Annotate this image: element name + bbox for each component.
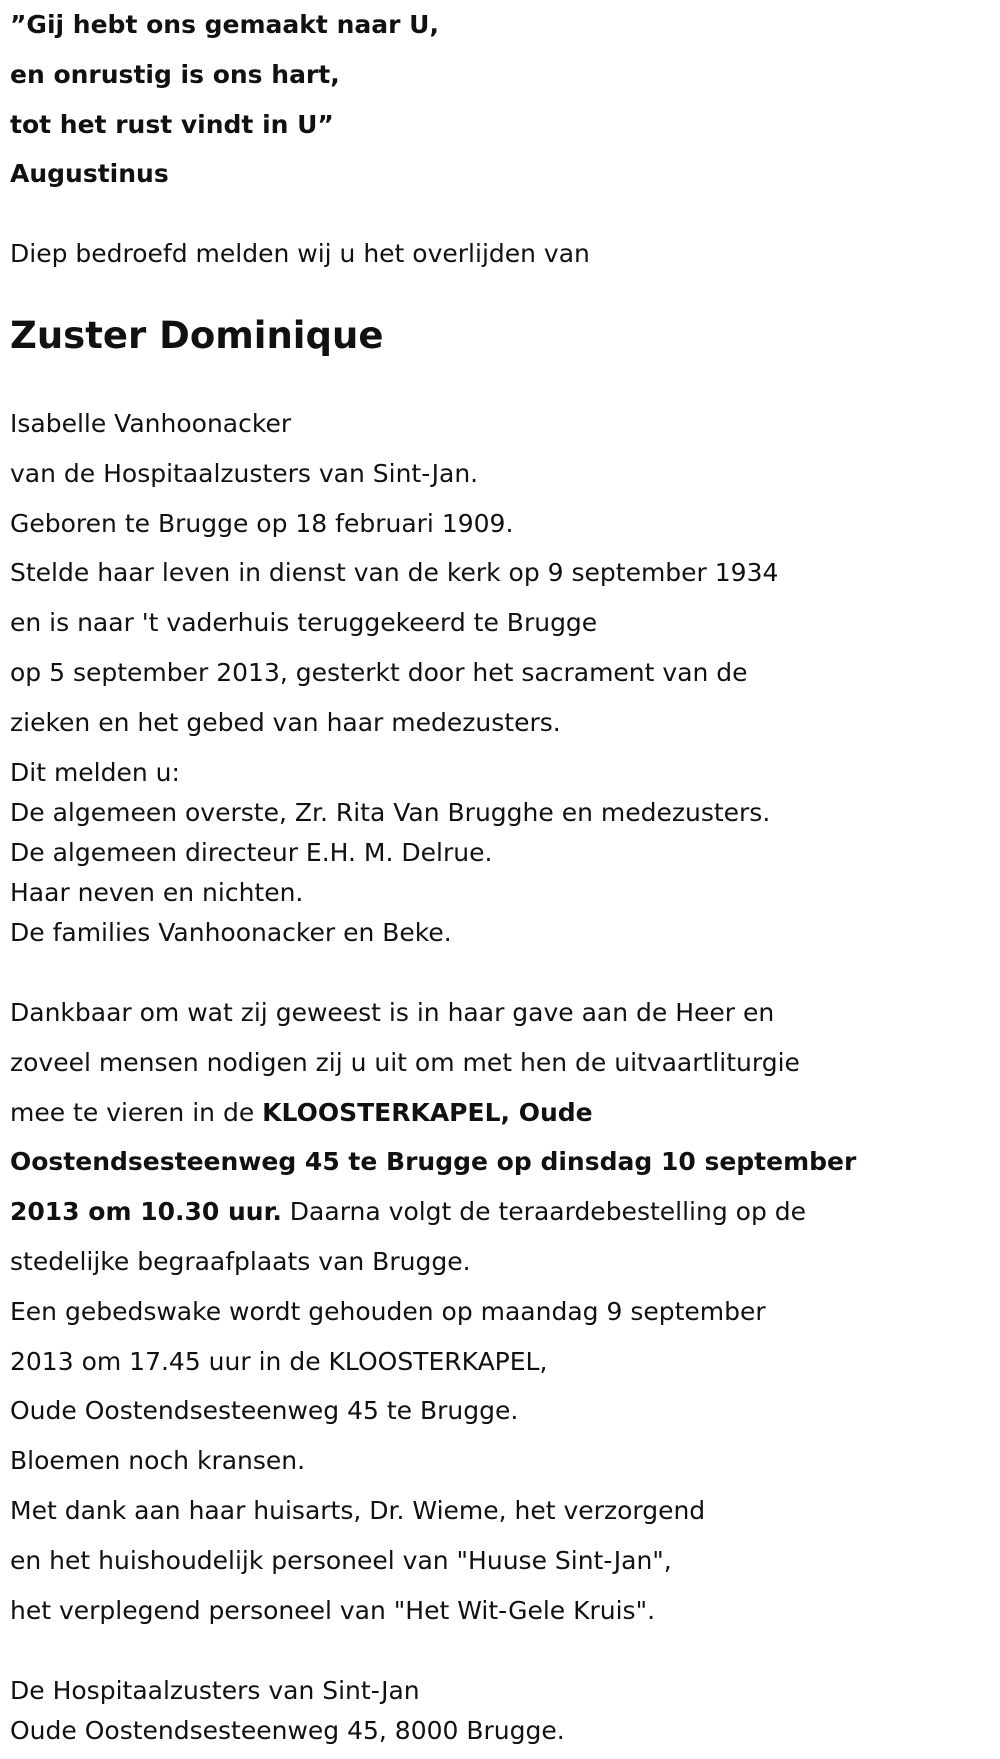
deceased-detail-line: Isabelle Vanhoonacker [10, 409, 292, 438]
funeral-text-line: Dankbaar om wat zij geweest is in haar gave aan de Heer en [10, 998, 775, 1027]
funeral-text-line: zoveel mensen nodigen zij u uit om met hen de uitvaartliturgie [10, 1048, 800, 1077]
thanks-line: het verplegend personeel van "Het Wit-Gele Kruis". [10, 1596, 656, 1625]
quote-line-2: en onrustig is ons hart, [10, 60, 340, 89]
deceased-title-name: Zuster Dominique [10, 314, 384, 357]
vigil-line: Oude Oostendsesteenweg 45 te Brugge. [10, 1396, 519, 1425]
funeral-location-bold: KLOOSTERKAPEL, Oude [262, 1098, 593, 1127]
funeral-text-prefix: mee te vieren in de [10, 1098, 263, 1127]
vigil-line: Een gebedswake wordt gehouden op maandag 9 september [10, 1297, 766, 1326]
announcers-intro: Dit melden u: [10, 758, 180, 787]
flowers-note: Bloemen noch kransen. [10, 1446, 306, 1475]
deceased-detail-line: van de Hospitaalzusters van Sint-Jan. [10, 459, 479, 488]
footer-address: Oude Oostendsesteenweg 45, 8000 Brugge. [10, 1716, 565, 1745]
deceased-detail-line: en is naar 't vaderhuis teruggekeerd te Brugge [10, 608, 598, 637]
funeral-location-bold: Oostendsesteenweg 45 te Brugge op dinsdag 10 september [10, 1147, 857, 1176]
announcer-line: De algemeen overste, Zr. Rita Van Brugghe en medezusters. [10, 798, 771, 827]
deceased-detail-line: op 5 september 2013, gesterkt door het sacrament van de [10, 658, 748, 687]
announcer-line: De algemeen directeur E.H. M. Delrue. [10, 838, 493, 867]
funeral-text-suffix: Daarna volgt de teraardebestelling op de [281, 1197, 807, 1226]
deceased-detail-line: Geboren te Brugge op 18 februari 1909. [10, 509, 514, 538]
deceased-detail-line: Stelde haar leven in dienst van de kerk op 9 september 1934 [10, 558, 779, 587]
footer-organisation: De Hospitaalzusters van Sint-Jan [10, 1676, 420, 1705]
funeral-text-line [10, 1197, 806, 1227]
funeral-text-line: stedelijke begraafplaats van Brugge. [10, 1247, 471, 1276]
thanks-line: en het huishoudelijk personeel van "Huuse Sint-Jan", [10, 1546, 672, 1575]
vigil-line: 2013 om 17.45 uur in de KLOOSTERKAPEL, [10, 1347, 548, 1376]
funeral-text-line [10, 1098, 593, 1128]
announcer-line: Haar neven en nichten. [10, 878, 304, 907]
announcement-text: Diep bedroefd melden wij u het overlijden van [10, 239, 590, 268]
quote-line-3: tot het rust vindt in U” [10, 110, 334, 139]
deceased-detail-line: zieken en het gebed van haar medezusters. [10, 708, 561, 737]
thanks-line: Met dank aan haar huisarts, Dr. Wieme, het verzorgend [10, 1496, 706, 1525]
quote-author: Augustinus [10, 159, 169, 188]
quote-line-1: ”Gij hebt ons gemaakt naar U, [10, 10, 439, 39]
funeral-time-bold: 2013 om 10.30 uur. [10, 1197, 282, 1226]
announcer-line: De families Vanhoonacker en Beke. [10, 918, 452, 947]
